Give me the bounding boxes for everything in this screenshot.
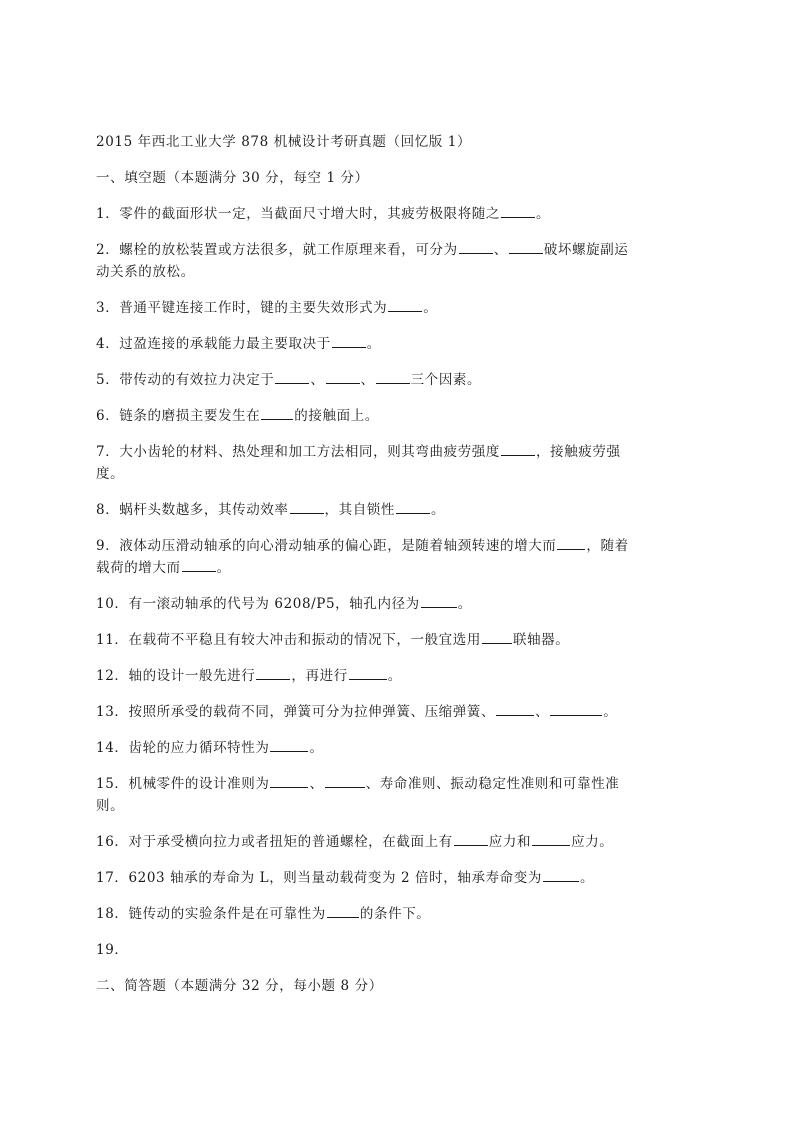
question-14: 14．齿轮的应力循环特性为 。 <box>96 737 696 759</box>
answer-blank[interactable] <box>496 701 534 716</box>
answer-blank[interactable] <box>270 773 308 788</box>
answer-blank[interactable] <box>388 297 422 312</box>
question-17: 17．6203 轴承的寿命为 L，则当量动载荷变为 2 倍时，轴承寿命变为 。 <box>96 867 696 889</box>
question-6: 6．链条的磨损主要发生在 的接触面上。 <box>96 405 696 427</box>
section-heading-fill-in: 一、填空题（本题满分 30 分，每空 1 分） <box>96 170 369 186</box>
question-10: 10．有一滚动轴承的代号为 6208/P5，轴孔内径为 。 <box>96 593 696 615</box>
answer-blank[interactable] <box>256 665 290 680</box>
answer-blank[interactable] <box>421 593 457 608</box>
answer-blank[interactable] <box>550 701 602 716</box>
answer-blank[interactable] <box>261 405 293 420</box>
answer-blank[interactable] <box>332 333 366 348</box>
answer-blank[interactable] <box>290 499 324 514</box>
question-12: 12．轴的设计一般先进行 ，再进行 。 <box>96 665 696 687</box>
question-9: 9．液体动压滑动轴承的向心滑动轴承的偏心距，是随着轴颈转速的增大而 ，随着 载荷的增大而 。 <box>96 535 696 579</box>
answer-blank[interactable] <box>396 499 430 514</box>
question-13: 13．按照所承受的载荷不同，弹簧可分为拉伸弹簧、压缩弹簧、 、 。 <box>96 701 696 723</box>
question-2: 2．螺栓的放松装置或方法很多，就工作原理来看，可分为 、 破坏螺旋副运 动关系的放松。 <box>96 239 696 283</box>
question-1: 1．零件的截面形状一定，当截面尺寸增大时，其疲劳极限将随之 。 <box>96 203 696 225</box>
answer-blank[interactable] <box>459 239 493 254</box>
question-5: 5．带传动的有效拉力决定于 、 、 三个因素。 <box>96 369 696 391</box>
answer-blank[interactable] <box>454 831 488 846</box>
question-16: 16．对于承受横向拉力或者扭矩的普通螺栓，在截面上有 应力和 应力。 <box>96 831 696 853</box>
answer-blank[interactable] <box>501 441 535 456</box>
question-4: 4．过盈连接的承载能力最主要取决于 。 <box>96 333 696 355</box>
answer-blank[interactable] <box>501 203 535 218</box>
question-19: 19． <box>96 942 129 958</box>
answer-blank[interactable] <box>532 831 570 846</box>
question-11: 11．在载荷不平稳且有较大冲击和振动的情况下，一般宜选用 联轴器。 <box>96 629 696 651</box>
answer-blank[interactable] <box>325 773 365 788</box>
answer-blank[interactable] <box>182 557 216 572</box>
answer-blank[interactable] <box>376 369 410 384</box>
answer-blank[interactable] <box>509 239 543 254</box>
page-title: 2015 年西北工业大学 878 机械设计考研真题（回忆版 1） <box>96 134 472 150</box>
answer-blank[interactable] <box>275 369 309 384</box>
answer-blank[interactable] <box>270 737 308 752</box>
answer-blank[interactable] <box>557 535 585 550</box>
section-heading-short-answer: 二、简答题（本题满分 32 分，每小题 8 分） <box>96 978 383 994</box>
answer-blank[interactable] <box>349 665 387 680</box>
answer-blank[interactable] <box>543 867 579 882</box>
question-3: 3．普通平键连接工作时，键的主要失效形式为 。 <box>96 297 696 319</box>
answer-blank[interactable] <box>482 629 512 644</box>
answer-blank[interactable] <box>326 369 360 384</box>
question-7: 7．大小齿轮的材料、热处理和加工方法相同，则其弯曲疲劳强度 ，接触疲劳强 度。 <box>96 441 696 485</box>
question-8: 8．蜗杆头数越多，其传动效率 ，其自锁性 。 <box>96 499 696 521</box>
question-15: 15．机械零件的设计准则为 、 、寿命准则、振动稳定性准则和可靠性准 则。 <box>96 773 696 817</box>
exam-content <box>96 131 696 1011</box>
answer-blank[interactable] <box>327 903 359 918</box>
question-18: 18．链传动的实验条件是在可靠性为 的条件下。 <box>96 903 696 925</box>
